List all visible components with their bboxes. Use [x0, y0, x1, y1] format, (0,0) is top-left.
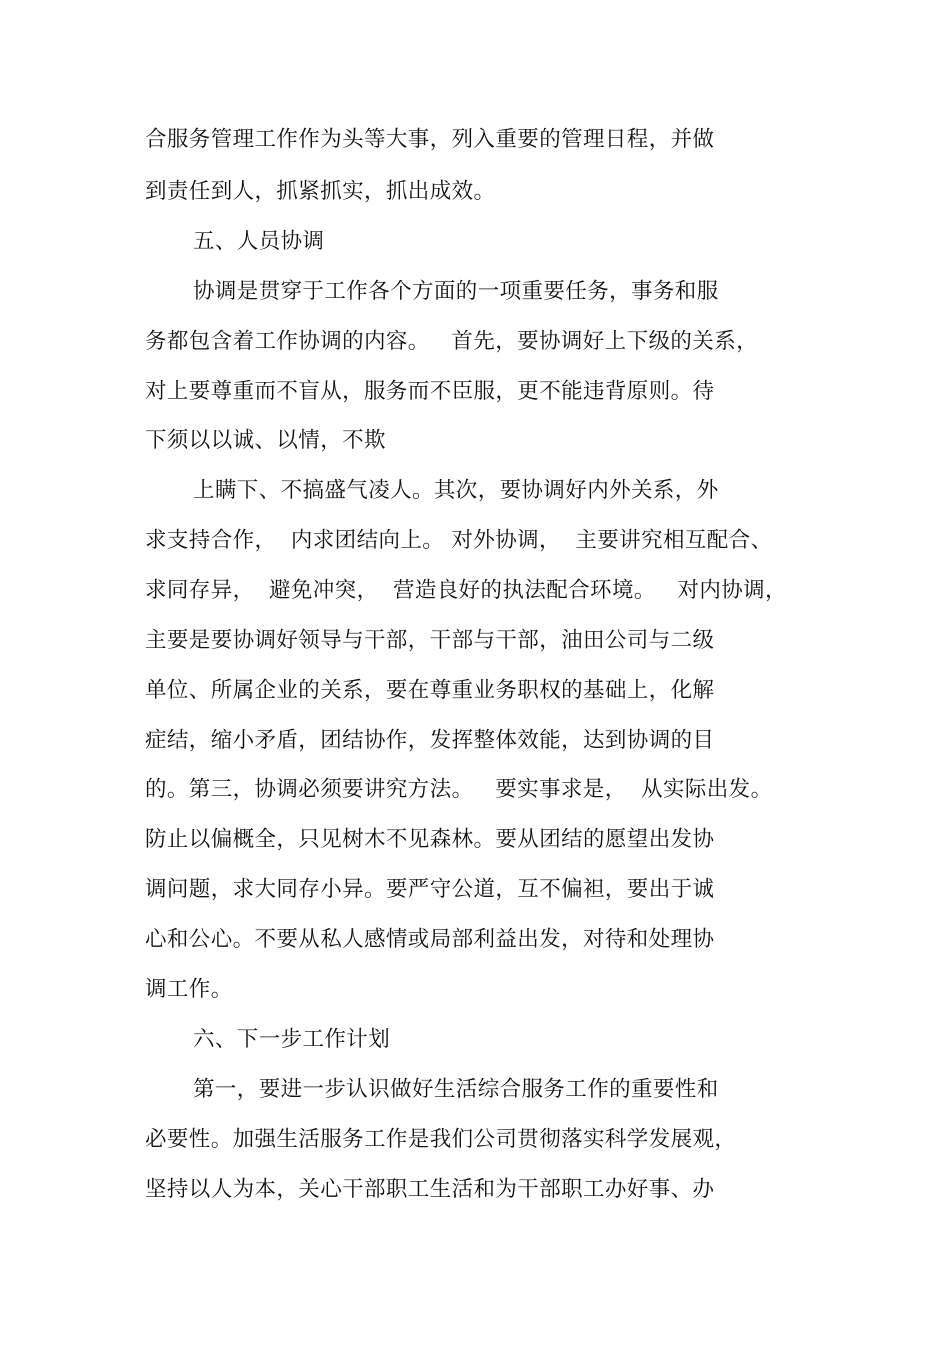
text-line-2: 到责任到人，抓紧抓实，抓出成效。 [145, 179, 496, 204]
section-heading-5: 五、人员协调 [193, 229, 325, 254]
section-heading-6: 六、下一步工作计划 [193, 1027, 391, 1052]
text-line-9: 求支持合作， 内求团结向上。 对外协调， 主要讲究相互配合、 [145, 528, 773, 553]
text-line-14: 的。第三，协调必须要讲究方法。 要实事求是， 从实际出发。 [145, 777, 773, 802]
text-line-18: 调工作。 [145, 977, 233, 1002]
text-line-11: 主要是要协调好领导与干部，干部与干部，油田公司与二级 [145, 628, 715, 653]
text-line-16: 调问题，求大同存小异。要严守公道，互不偏袒，要出于诚 [145, 877, 715, 902]
text-line-12: 单位、所属企业的关系，要在尊重业务职权的基础上，化解 [145, 678, 715, 703]
text-line-1: 合服务管理工作作为头等大事，列入重要的管理日程，并做 [145, 127, 715, 152]
text-line-5: 务都包含着工作协调的内容。 首先，要协调好上下级的关系， [145, 329, 759, 354]
text-line-4: 协调是贯穿于工作各个方面的一项重要任务，事务和服 [193, 279, 719, 304]
text-line-21: 必要性。加强生活服务工作是我们公司贯彻落实科学发展观， [145, 1127, 737, 1152]
text-line-20: 第一，要进一步认识做好生活综合服务工作的重要性和 [193, 1077, 719, 1102]
text-line-15: 防止以偏概全，只见树木不见森林。要从团结的愿望出发协 [145, 827, 715, 852]
text-line-10: 求同存异， 避免冲突， 营造良好的执法配合环境。 对内协调， [145, 578, 787, 603]
text-line-22: 坚持以人为本，关心干部职工生活和为干部职工办好事、办 [145, 1177, 715, 1202]
text-line-8: 上瞒下、不搞盛气凌人。其次，要协调好内外关系，外 [193, 478, 719, 503]
text-line-17: 心和公心。不要从私人感情或局部利益出发，对待和处理协 [145, 927, 715, 952]
text-line-6: 对上要尊重而不盲从，服务而不臣服，更不能违背原则。待 [145, 379, 715, 404]
text-line-7: 下须以以诚、以情，不欺 [145, 428, 386, 453]
text-line-13: 症结，缩小矛盾，团结协作，发挥整体效能，达到协调的目 [145, 728, 715, 753]
